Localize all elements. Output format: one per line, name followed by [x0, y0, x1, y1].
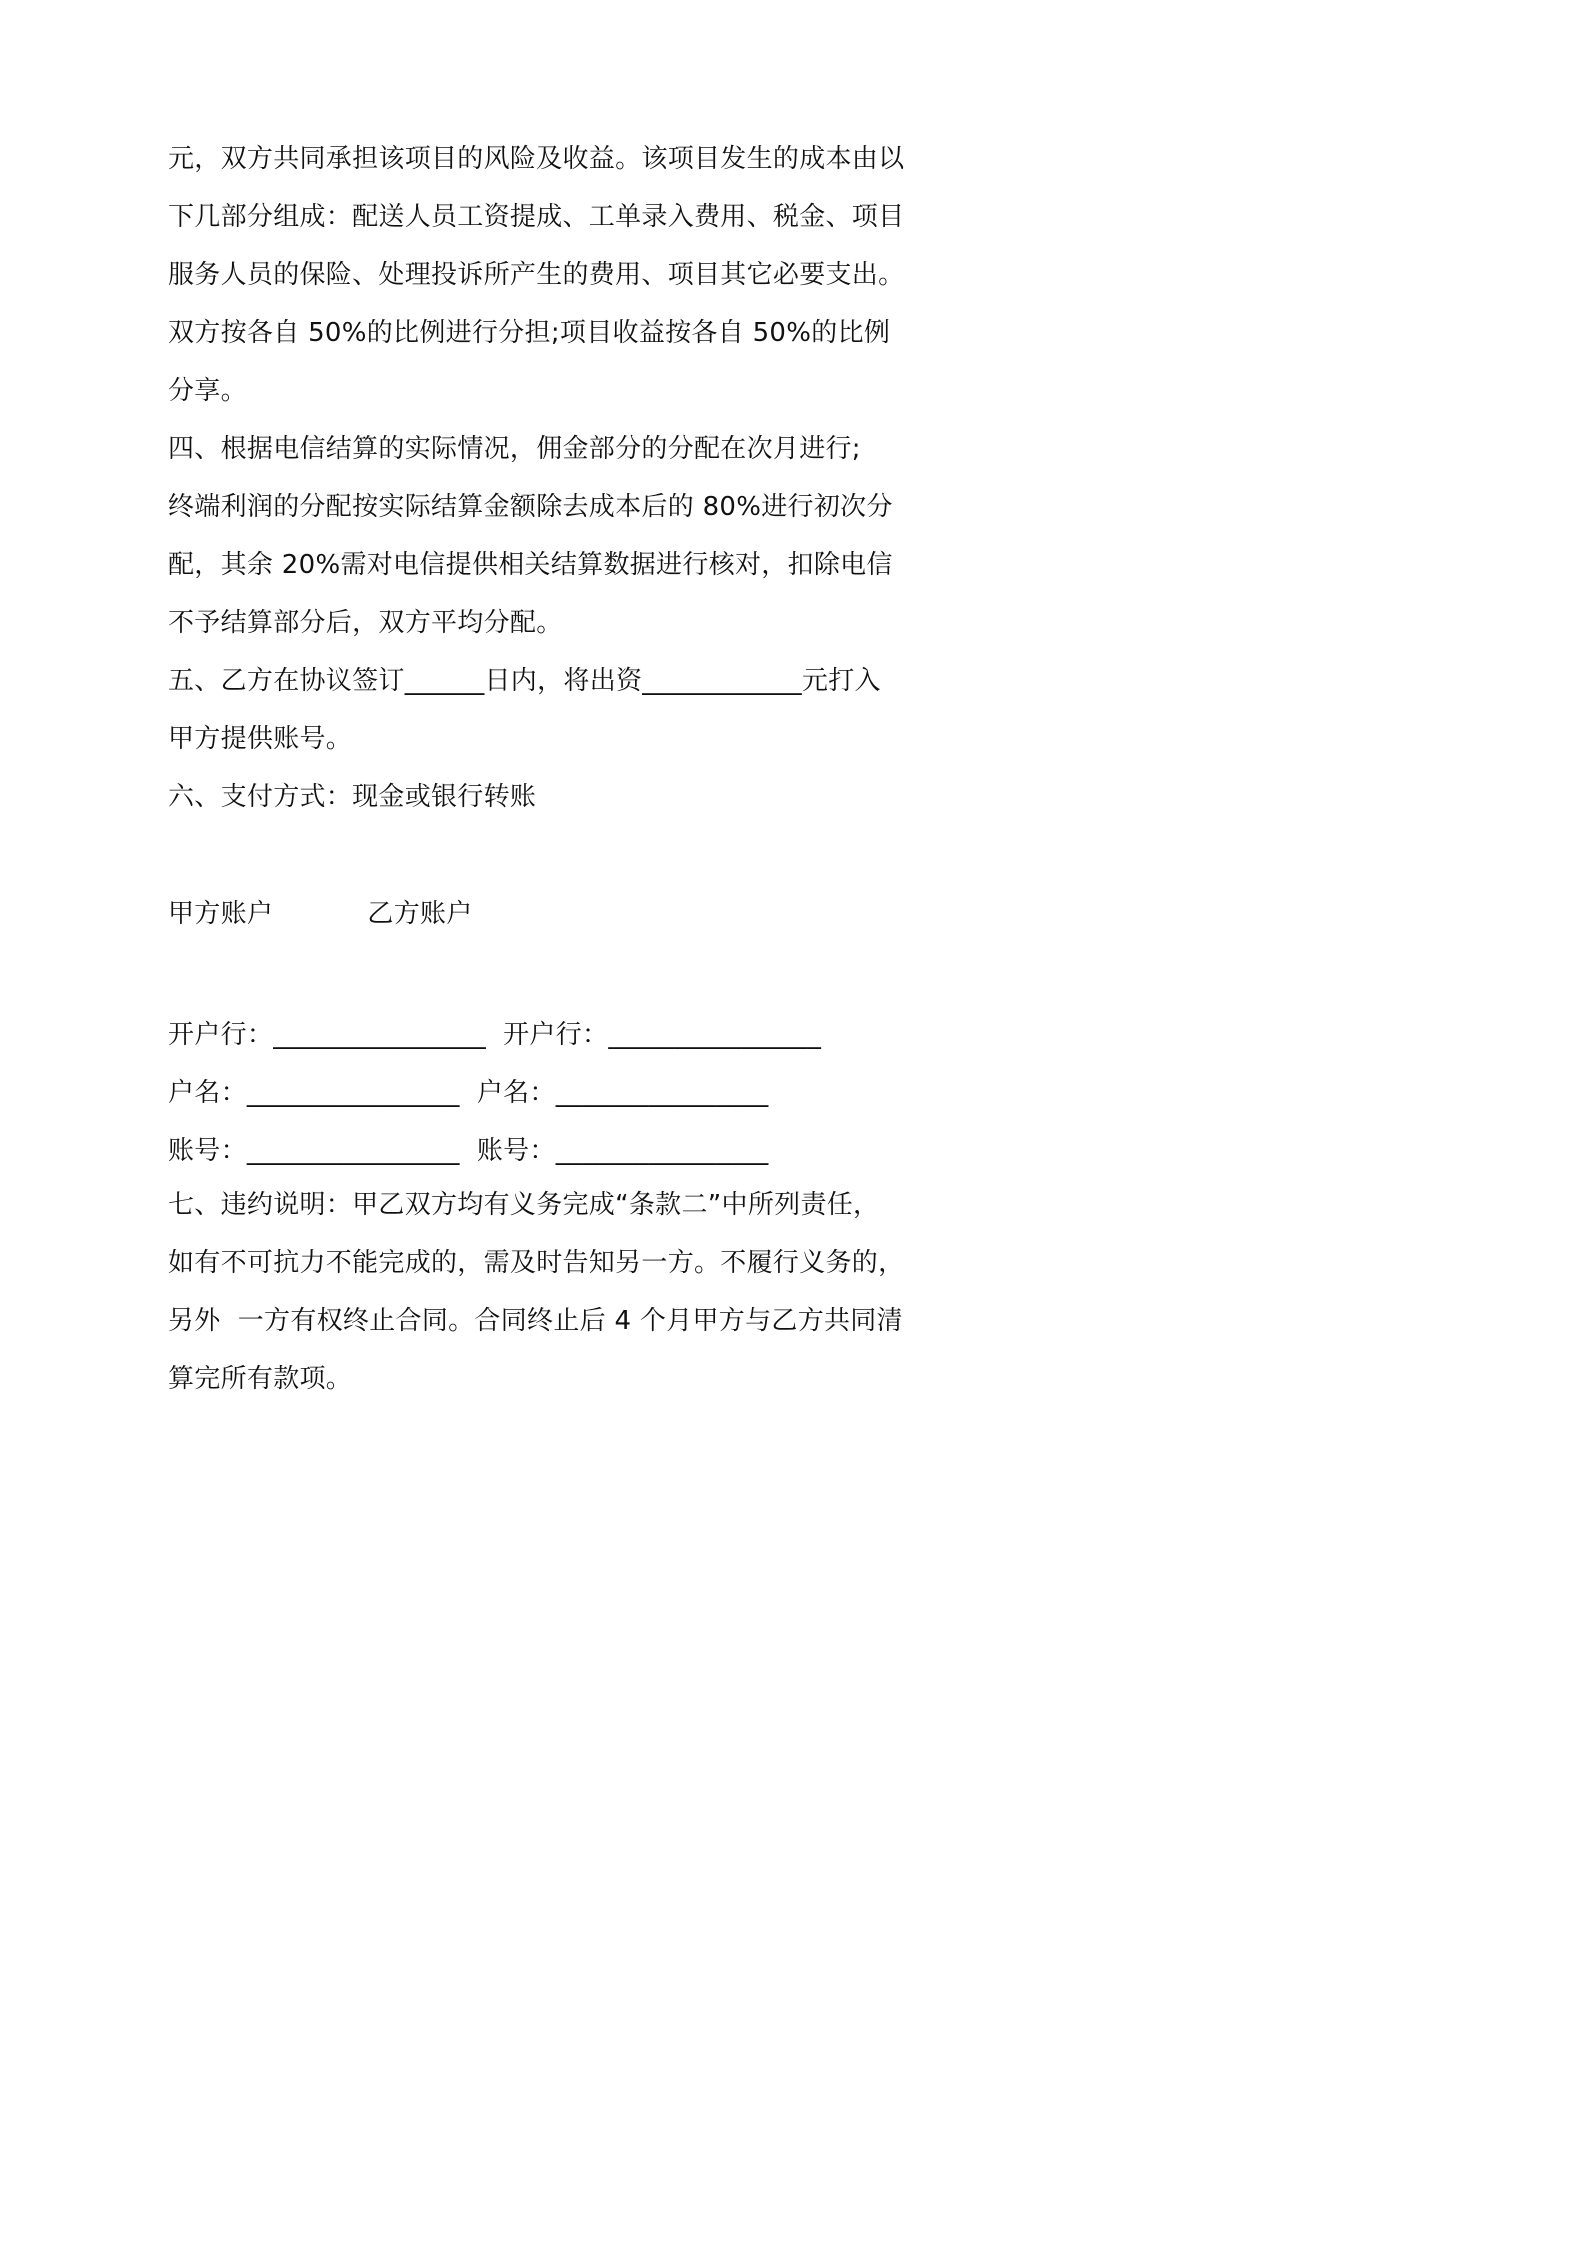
paragraph-line: 不予结算部分后，双方平均分配。: [168, 608, 563, 638]
account-number-line: 账号：________________ 账号：________________: [168, 1136, 769, 1166]
paragraph-line: 如有不可抗力不能完成的，需及时告知另一方。不履行义务的，: [168, 1248, 905, 1278]
paragraph-line: 分享。: [168, 376, 247, 406]
paragraph-line: 配，其余 20%需对电信提供相关结算数据进行核对，扣除电信: [168, 550, 893, 580]
paragraph-line: 甲方提供账号。: [168, 724, 353, 754]
paragraph-line: 另外 一方有权终止合同。合同终止后 4 个月甲方与乙方共同清: [168, 1306, 903, 1336]
clause-seven-line: 七、违约说明：甲乙双方均有义务完成“条款二”中所列责任，: [168, 1190, 880, 1220]
paragraph-line: 服务人员的保险、处理投诉所产生的费用、项目其它必要支出。: [168, 260, 905, 290]
account-headings: 甲方账户 乙方账户: [168, 899, 473, 929]
document-page: [0, 0, 1103, 1559]
clause-four-line: 四、根据电信结算的实际情况，佣金部分的分配在次月进行;: [168, 434, 861, 464]
paragraph-line: 双方按各自 50%的比例进行分担;项目收益按各自 50%的比例: [168, 318, 891, 348]
clause-five-line: 五、乙方在协议签订______日内，将出资____________元打入: [168, 666, 881, 696]
clause-six-line: 六、支付方式：现金或银行转账: [168, 782, 537, 812]
paragraph-line: 终端利润的分配按实际结算金额除去成本后的 80%进行初次分: [168, 492, 893, 522]
paragraph-line: 算完所有款项。: [168, 1364, 353, 1394]
account-name-line: 户名：________________ 户名：________________: [168, 1078, 769, 1108]
bank-field-line: 开户行：________________ 开户行：________________: [168, 1020, 822, 1050]
paragraph-line: 元，双方共同承担该项目的风险及收益。该项目发生的成本由以: [168, 144, 905, 174]
paragraph-line: 下几部分组成：配送人员工资提成、工单录入费用、税金、项目: [168, 202, 905, 232]
